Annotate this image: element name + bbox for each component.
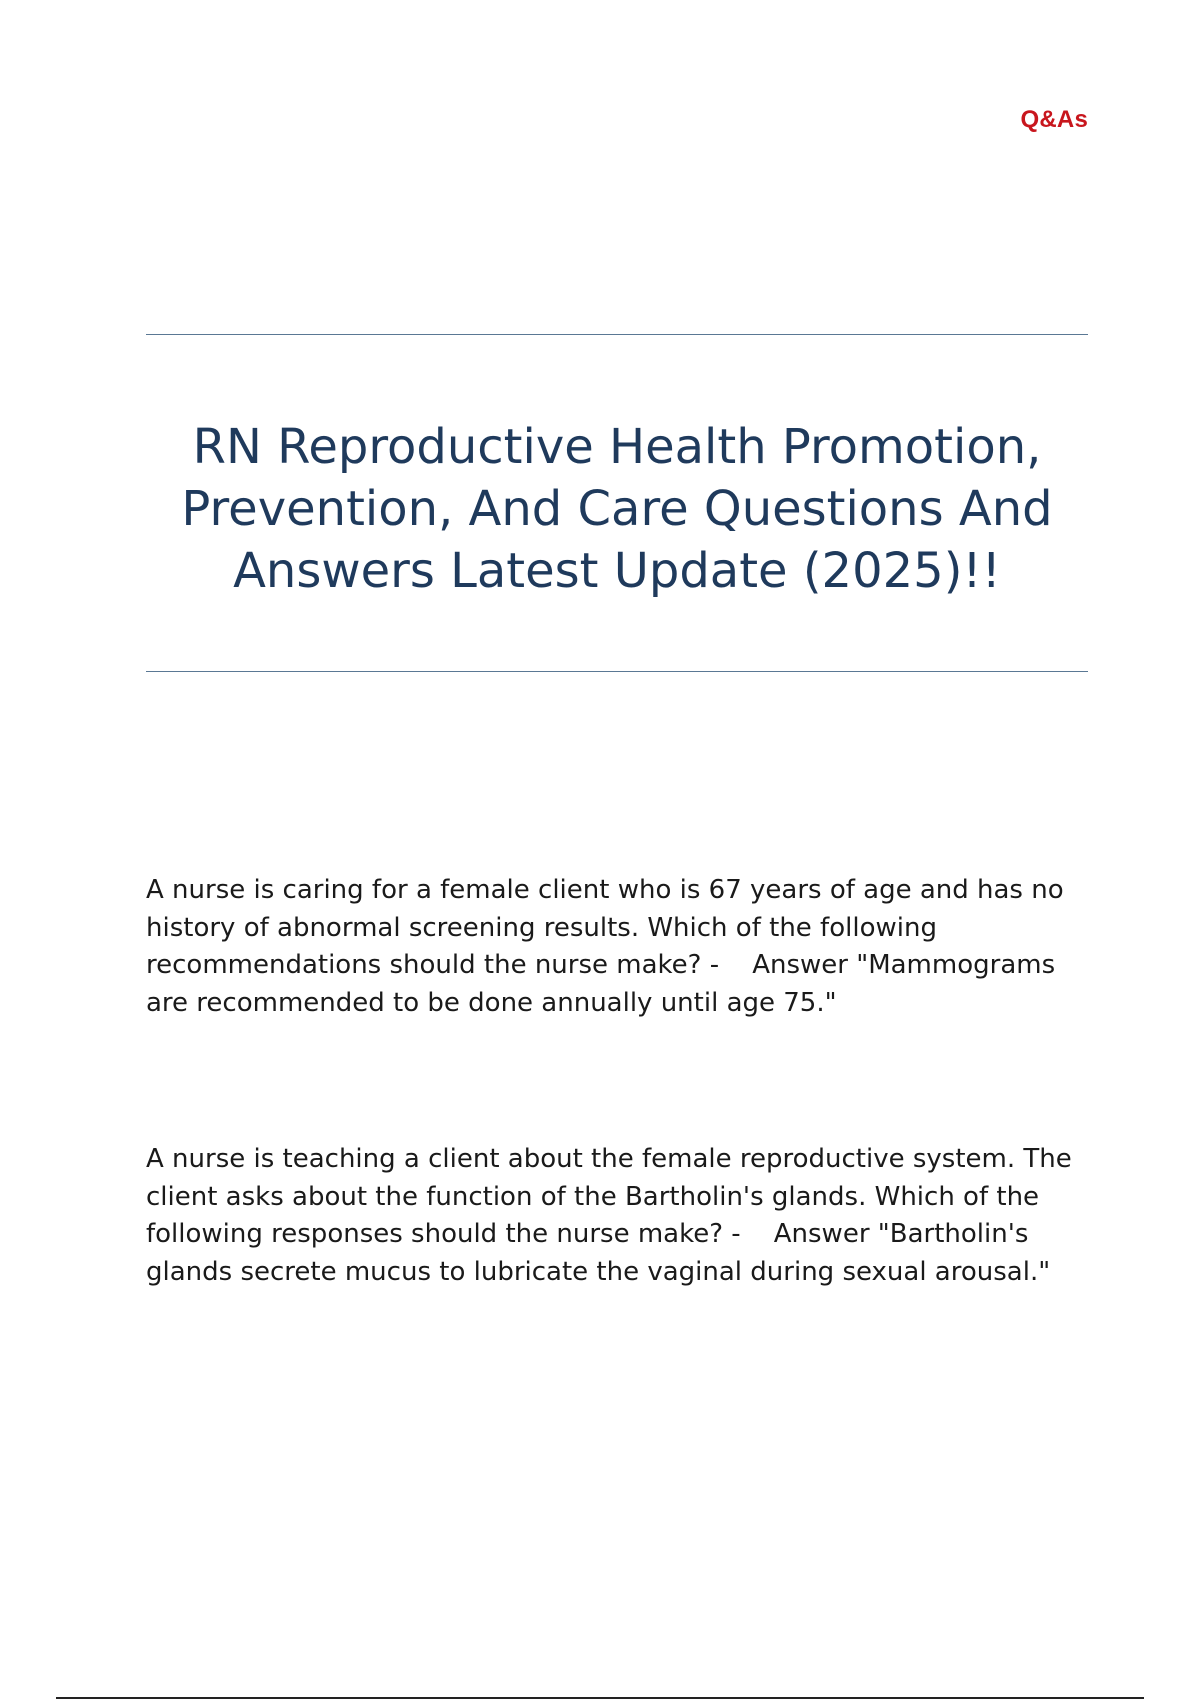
qa-item — [146, 872, 1088, 1022]
answer-label: Answer — [752, 950, 848, 980]
answer-label: Answer — [773, 1219, 870, 1249]
document-tag: Q&As — [1020, 106, 1088, 133]
qa-item — [146, 1141, 1088, 1291]
document-title: RN Reproductive Health Promotion, Prevention, And Care Questions And Answers Latest Update (2025)!! — [181, 419, 1053, 599]
answer-text: "Mammograms are recommended to be done annually until age 75." — [146, 950, 1056, 1018]
question-text: A nurse is teaching a client about the female reproductive system. The client asks about the function of the Bartholin's glands. Which of the following responses should the nurse make? — [146, 1144, 1072, 1249]
title-top-rule — [146, 334, 1088, 335]
answer-text: "Bartholin's glands secrete mucus to lubricate the vaginal during sexual arousal." — [146, 1219, 1051, 1287]
title-bottom-rule — [146, 671, 1088, 672]
page-footer-rule — [56, 1697, 1144, 1699]
qa-separator: - — [723, 1219, 774, 1249]
question-text: A nurse is caring for a female client who is 67 years of age and has no history of abnormal screening results. Which of the following recommendations should the nurse make? — [146, 875, 1064, 980]
qa-separator: - — [701, 950, 753, 980]
